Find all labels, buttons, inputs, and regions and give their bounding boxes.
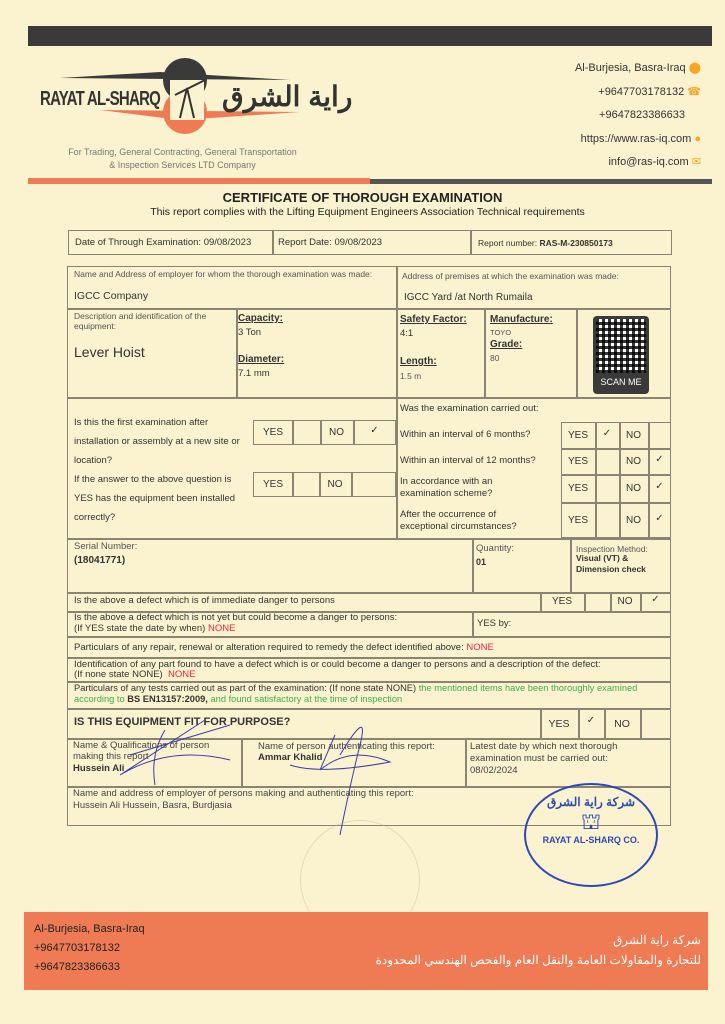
next-exam-label: Latest date by which next thorough examination must be carried out:: [470, 741, 618, 764]
repair-row: [74, 642, 494, 654]
divider: [351, 472, 353, 497]
authenticator-name: Ammar Khalid: [258, 752, 323, 763]
interval-yes[interactable]: YES: [567, 430, 588, 441]
divider-dark: [370, 179, 712, 184]
mail-icon: ✉: [691, 156, 701, 168]
interval-question: Within an interval of 6 months?: [400, 429, 531, 440]
divider: [561, 474, 671, 476]
footer-address: Al-Burjesia, Basra-Iraq: [34, 923, 145, 935]
q1-no-checkmark[interactable]: ✓: [370, 425, 379, 436]
yes-by-label: YES by:: [477, 618, 512, 629]
stamp-text-ar: شركة راية الشرق: [546, 795, 636, 809]
fit-yes-checkmark[interactable]: ✓: [586, 715, 596, 726]
capacity-value: 3 Ton: [238, 327, 262, 338]
grade-label: Grade:: [490, 339, 523, 350]
report-number-label: Report number:: [478, 238, 538, 248]
tests-row: [74, 683, 669, 705]
divider: [67, 708, 671, 710]
tests-result: the mentioned items have been thoroughly: [418, 683, 595, 693]
q1-no[interactable]: NO: [329, 427, 344, 438]
divider: [272, 230, 274, 255]
grade-value: 80: [490, 353, 500, 363]
company-name-ar: راية الشرق: [222, 81, 353, 112]
stamp-text-en: RAYAT AL-SHARQ CO.: [542, 835, 640, 845]
contact-text: +9647703178132: [598, 85, 685, 98]
fit-no[interactable]: NO: [614, 718, 630, 730]
divider: [561, 448, 671, 450]
employer-persons-label: Name and address of employer of persons making and authenticating this report:: [73, 788, 414, 799]
identification-row: [74, 669, 195, 681]
footer-phone-1: +9647703178132: [34, 942, 120, 954]
tests-label: Particulars of any tests carried out as part of the examination: (If none state NONE): [74, 683, 417, 693]
footer-arabic: [376, 930, 701, 970]
interval-yes[interactable]: YES: [567, 483, 588, 494]
repair-value: NONE: [466, 642, 494, 653]
manufacture-label: Manufacture:: [490, 314, 553, 325]
carried-out-label: Was the examination carried out:: [400, 403, 539, 414]
defect-immediate-label: Is the above a defect which is of immediate danger to persons: [74, 595, 335, 606]
length-value: 1.5 m: [400, 371, 422, 381]
contact-phone-2: [575, 104, 701, 128]
contact-website[interactable]: [575, 128, 701, 152]
exam-date-value: 09/08/2023: [203, 237, 252, 248]
divider: [292, 420, 294, 445]
defect-immediate-no[interactable]: NO: [617, 596, 633, 607]
certificate-subtitle: This report complies with the Lifting Equipment Engineers Association Technical requirements: [150, 206, 585, 218]
defect-immediate-no-checkmark[interactable]: ✓: [651, 594, 660, 605]
signature-maker: [110, 715, 260, 795]
tagline-line-2: & Inspection Services LTD Company: [109, 160, 256, 170]
divider: [396, 266, 398, 538]
divider: [576, 308, 578, 397]
employer-persons-value: Hussein Ali Hussein, Basra, Burdjasia: [73, 800, 232, 811]
footer-arabic-tagline: للتجارة والمقاولات العامة والنقل العام والفحص الهندسي المحدودة: [375, 953, 701, 967]
report-number: [478, 237, 613, 249]
fit-yes[interactable]: YES: [548, 718, 570, 730]
diameter-label: Diameter:: [238, 354, 285, 365]
interval-question: After the occurrence of exceptional circumstances?: [400, 509, 517, 532]
footer-phone-2: +9647823386633: [34, 961, 120, 973]
divider: [67, 636, 671, 638]
report-date: [278, 237, 382, 249]
company-name-en: RAYAT AL-SHARQ: [40, 88, 161, 110]
phone-icon: ☎: [687, 85, 701, 98]
premises-label: Address of premises at which the examination was made:: [402, 271, 619, 281]
description-label: Description and identification of the equipment:: [74, 311, 207, 331]
interval-no[interactable]: NO: [626, 483, 641, 494]
divider: [570, 538, 572, 592]
contact-email[interactable]: [575, 151, 701, 175]
length-label: Length:: [400, 356, 437, 367]
defect-future-value: NONE: [207, 623, 236, 634]
report-number-value: RAS-M-230850173: [539, 238, 613, 248]
safety-factor-value: 4:1: [400, 328, 414, 339]
employer-value: IGCC Company: [74, 290, 149, 302]
quantity-label: Quantity:: [476, 543, 515, 554]
tests-standard: BS EN13157:2009,: [127, 694, 208, 704]
footer-contacts: [34, 920, 145, 977]
question-first-exam: Is this the first examination after installation or assembly at a new site or location?: [74, 417, 240, 466]
interval-no[interactable]: NO: [626, 430, 641, 441]
divider: [584, 592, 586, 611]
divider: [292, 472, 294, 497]
q2-no[interactable]: NO: [327, 479, 343, 490]
divider: [67, 538, 671, 540]
interval-question: In accordance with an examination scheme?: [400, 476, 493, 499]
capacity-label: Capacity:: [238, 313, 284, 324]
identification-value: NONE: [167, 669, 196, 680]
stamp-derrick-icon: ⛫: [580, 809, 602, 834]
divider: [67, 592, 671, 594]
quantity-value: 01: [476, 557, 487, 567]
inspection-method-value: Visual (VT) & Dimension check: [576, 553, 646, 574]
maker-label: Name & Qualifications of person making this report: [73, 740, 210, 762]
contact-text: +9647823386633: [599, 109, 685, 121]
defect-future-when-label: (If YES state the date by when): [74, 623, 206, 634]
inspection-method-label: Inspection Method:: [576, 544, 648, 554]
interval-no-checkmark[interactable]: ✓: [655, 454, 664, 465]
interval-yes[interactable]: YES: [567, 515, 588, 526]
manufacture-value: TOYO: [490, 328, 512, 337]
employer-label: Name and Address of employer for whom the thorough examination was made:: [74, 269, 373, 279]
identification-label-2: (If none state NONE): [74, 669, 163, 680]
diameter-value: 7.1 mm: [238, 368, 270, 379]
safety-factor-label: Safety Factor:: [400, 314, 467, 325]
contact-phone-1: [575, 81, 701, 105]
footer-arabic-name: شركة راية الشرق: [612, 933, 701, 947]
defect-future-label: Is the above a defect which is not yet but could become a danger to persons:: [74, 612, 398, 623]
q2-yes[interactable]: YES: [262, 479, 283, 490]
tagline-line-1: For Trading, General Contracting, General Transportation: [68, 147, 297, 157]
contact-text: Al-Burjesia, Basra-Iraq: [574, 62, 686, 74]
question-installed-correctly: If the answer to the above question is YES has the equipment been installed correctly?: [74, 474, 236, 523]
defect-immediate-yes[interactable]: YES: [551, 596, 572, 607]
divider: [470, 230, 472, 255]
repair-label: Particulars of any repair, renewal or alteration required to remedy the defect identified above:: [74, 642, 464, 653]
divider: [67, 397, 671, 399]
premises-value: IGCC Yard /at North Rumaila: [404, 292, 533, 303]
divider: [67, 308, 671, 310]
fit-for-purpose-label: IS THIS EQUIPMENT FIT FOR PURPOSE?: [74, 716, 291, 728]
interval-no[interactable]: NO: [626, 515, 641, 526]
next-exam-date: 08/02/2024: [470, 765, 518, 776]
divider-orange: [28, 178, 370, 184]
divider: [484, 308, 486, 397]
maker-name: Hussein Ali: [73, 763, 125, 774]
serial-value: (18041771): [74, 555, 126, 566]
report-date-label: Report Date:: [278, 237, 332, 248]
qr-code[interactable]: [593, 316, 649, 394]
location-icon: ⬤: [688, 62, 701, 74]
scan-me-label: SCAN ME: [600, 377, 642, 387]
divider: [465, 738, 467, 786]
globe-icon: ●: [694, 132, 701, 145]
equipment-name: Lever Hoist: [74, 344, 145, 360]
email-link[interactable]: info@ras-iq.com: [608, 156, 689, 168]
top-bar: [28, 26, 712, 46]
interval-yes[interactable]: YES: [567, 456, 588, 467]
interval-question: Within an interval of 12 months?: [400, 455, 536, 466]
divider: [595, 422, 597, 538]
interval-no-checkmark[interactable]: ✓: [655, 513, 664, 524]
tagline: [40, 146, 325, 172]
defect-future-when: [74, 623, 235, 635]
website-link[interactable]: https://www.ras-iq.com: [580, 132, 692, 145]
authenticator-label: Name of person authenticating this report:: [258, 741, 435, 752]
serial-label: Serial Number:: [74, 541, 138, 552]
tests-result: examined according to: [74, 683, 638, 704]
company-stamp: [524, 783, 658, 887]
report-date-value: 09/08/2023: [334, 237, 383, 248]
interval-no[interactable]: NO: [626, 456, 641, 467]
qr-code-icon: [596, 319, 646, 373]
divider: [472, 538, 474, 592]
certificate-title: CERTIFICATE OF THOROUGH EXAMINATION: [222, 190, 503, 205]
divider: [640, 708, 642, 738]
tests-result: and found satisfactory at the time of inspection: [210, 694, 403, 704]
identification-label: Identification of any part found to have a defect which is or could become a danger to persons and a description of the defect:: [74, 659, 601, 670]
contact-list: [575, 57, 701, 175]
exam-date: [75, 237, 251, 249]
divider: [472, 611, 474, 636]
contact-address: [575, 57, 701, 81]
q1-yes[interactable]: YES: [262, 427, 283, 438]
divider: [561, 502, 671, 504]
interval-no-checkmark[interactable]: ✓: [655, 481, 664, 492]
exam-date-label: Date of Through Examination:: [75, 237, 202, 248]
interval-yes-checkmark[interactable]: ✓: [602, 428, 612, 439]
